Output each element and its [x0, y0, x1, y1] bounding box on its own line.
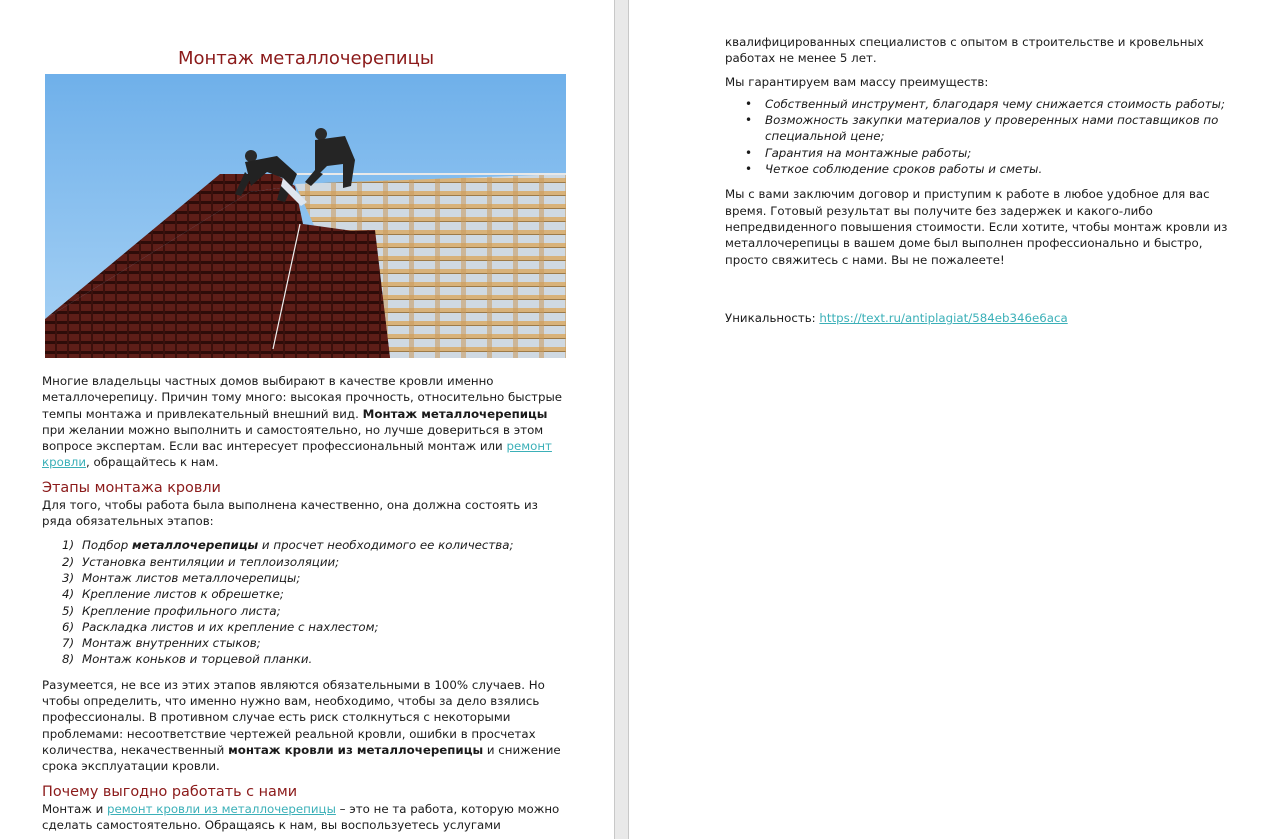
list-item: • Гарантия на монтажные работы;	[745, 145, 972, 160]
stages-list	[62, 537, 570, 667]
list-item: 4) Крепление листов к обрешетке;	[62, 587, 284, 602]
article-title: Монтаж металлочерепицы	[177, 48, 435, 69]
list-item: 2) Установка вентиляции и теплоизоляции;	[62, 554, 340, 569]
list-item: 7) Монтаж внутренних стыков;	[62, 636, 261, 651]
section-heading-stages: Этапы монтажа кровли	[42, 479, 221, 496]
document-page-left	[0, 0, 614, 839]
stages-lead: Для того, чтобы работа была выполнена качественно, она должна состоять из ряда обязательных этапов:	[42, 497, 538, 529]
metal-roof-repair-link[interactable]: ремонт кровли из металлочерепицы	[107, 801, 336, 816]
document-page-right	[629, 0, 1274, 839]
bullet-icon: •	[745, 96, 753, 111]
list-item: • Собственный инструмент, благодаря чему снижается стоимость работы;	[745, 96, 1225, 111]
page-left-content	[42, 46, 570, 833]
list-item: • Возможность закупки материалов у проверенных нами поставщиков по специальной цене;	[745, 113, 1219, 144]
list-item: 5) Крепление профильного листа;	[62, 603, 281, 618]
list-item: 8) Монтаж коньков и торцевой планки.	[62, 652, 313, 667]
closing-paragraph: Мы с вами заключим договор и приступим к работе в любое удобное для вас время. Готовый результат вы получите без задержек и какого-либо непредвиденного повышения стоимости. Если хотите, чтобы монтаж кровли из металлочерепицы в вашем доме был выполнен профессионально и быстро, просто свяжитесь с нами. Вы не пожалеете!	[725, 187, 1228, 267]
bullet-icon: •	[745, 145, 753, 160]
benefits-lead: Мы гарантируем вам массу преимуществ:	[725, 74, 989, 89]
roof-repair-link[interactable]: ремонт кровли	[42, 439, 552, 470]
list-item: 6) Раскладка листов и их крепление с нахлестом;	[62, 619, 379, 634]
section-heading-why-us: Почему выгодно работать с нами	[42, 783, 298, 800]
roof-workers-photo	[45, 74, 566, 358]
page-right-content	[725, 34, 1235, 326]
intro-paragraph: Многие владельцы частных домов выбирают в качестве кровли именно металлочерепицу. Причин тому много: высокая прочность, относительно быстрые темпы монтажа и привлекательный внешний вид. Монтаж металлочерепицы при желании можно выполнить и самостоятельно, но лучше довериться в этом вопросе экспертам. Если вас интересует профессиональный монтаж или ремонт кровли, обращайтесь к нам.	[42, 374, 563, 470]
list-item: 3) Монтаж листов металлочерепицы;	[62, 570, 301, 585]
stages-after-paragraph: Разумеется, не все из этих этапов являются обязательными в 100% случаев. Но чтобы определить, что именно нужно вам, необходимо, чтобы за дело взялись профессионалы. В противном случае есть риск столкнуться с некоторыми проблемами: несоответствие чертежей реальной кровли, ошибки в просчетах количества, некачественный монтаж кровли из металлочерепицы и снижение срока эксплуатации кровли.	[42, 677, 561, 774]
benefits-list	[745, 96, 1235, 177]
list-item: 1) Подбор металлочерепицы и просчет необходимого ее количества;	[62, 538, 514, 553]
page-edge-left	[614, 0, 615, 839]
bullet-icon: •	[745, 162, 753, 177]
list-item: • Четкое соблюдение сроков работы и сметы.	[745, 162, 1043, 177]
why-us-paragraph-continued: квалифицированных специалистов с опытом в строительстве и кровельных работах не менее 5 лет.	[725, 35, 1204, 66]
page-gutter	[614, 0, 629, 839]
bullet-icon: •	[745, 113, 753, 128]
why-us-paragraph: Монтаж и ремонт кровли из металлочерепицы – это не та работа, которую можно сделать самостоятельно. Обращаясь к нам, вы воспользуетесь услугами	[42, 801, 560, 832]
uniqueness-line: Уникальность: https://text.ru/antiplagiat/584eb346e6aca	[725, 310, 1068, 325]
uniqueness-link[interactable]: https://text.ru/antiplagiat/584eb346e6aca	[819, 310, 1068, 325]
